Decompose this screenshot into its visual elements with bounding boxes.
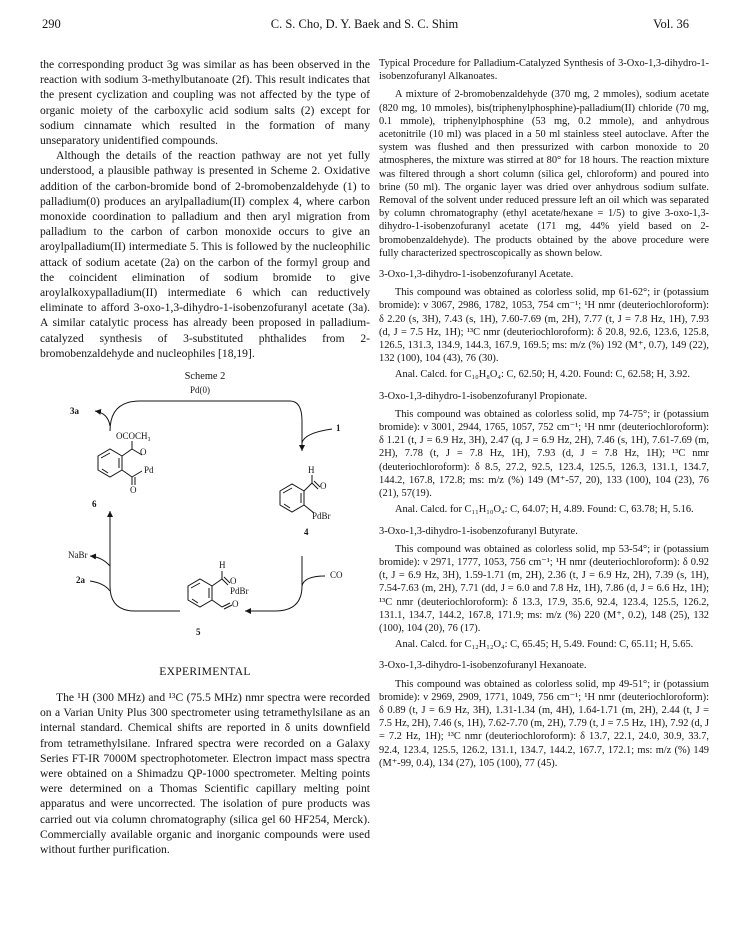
label-ococh3: OCOCH₃ <box>116 431 151 442</box>
label-co: CO <box>330 570 343 581</box>
arrow-co-in <box>302 576 325 586</box>
structure-5 <box>188 571 232 609</box>
page-number: 290 <box>42 17 61 31</box>
arrow-product-out <box>95 411 110 426</box>
arrow-substrate-in <box>302 429 332 443</box>
procedure-title: Typical Procedure for Palladium-Catalyzed Synthesis of 3-Oxo-1,3-dihydro-1-isobenzofuranyl Alkanoates. <box>379 58 709 83</box>
label-pd-6: Pd <box>144 465 154 476</box>
arrow-2a-in <box>90 581 110 591</box>
label-nabr: NaBr <box>68 550 88 561</box>
section-heading-experimental: EXPERIMENTAL <box>159 665 251 679</box>
pd0-label: Pd(0) <box>190 385 210 396</box>
arrow-bottom <box>110 511 180 611</box>
label-h-4: H <box>308 465 315 476</box>
label-o-5: O <box>230 576 237 587</box>
arrow-nabr-out <box>90 556 110 566</box>
label-h-5: H <box>219 560 226 571</box>
left-column <box>40 57 370 857</box>
compound-butyrate-title: 3-Oxo-1,3-dihydro-1-isobenzofuranyl Butyrate. <box>379 525 578 537</box>
label-6: 6 <box>92 499 97 510</box>
compound-acetate-title: 3-Oxo-1,3-dihydro-1-isobenzofuranyl Acetate. <box>379 269 574 281</box>
arrow-right-down <box>245 556 302 611</box>
label-o-5b: O <box>232 599 239 610</box>
compound-acetate-data: This compound was obtained as colorless solid, mp 61-62°; ir (potassium bromide): ν 3067, 2986, 1782, 1053, 754 cm⁻¹; ¹H nmr (deuteriochloroform): δ 2.20 (s, 3H), 7.43 (s, 1H), 7.60-7.69 (m, 2H), 7.77 (t, J = 7.8 Hz, 1H), 7.93 (d, J = 7.5 Hz, 1H); ¹³C nmr (deuteriochloroform): δ 20.8, 92.6, 123.6, 125.8, 126.5, 131.3, 134.9, 144.3, 167.9, 169.5; ms: m/z (%) 192 (M⁺, 0.7), 149 (22), 132 (100), 104 (43), 76 (30). <box>379 287 709 365</box>
label-3a: 3a <box>70 406 79 417</box>
label-2a: 2a <box>76 575 85 586</box>
label-4: 4 <box>304 527 309 538</box>
body-paragraph-2: Although the details of the reaction pathway are not yet fully understood, a plausible pathway is presented in Scheme 2. Oxidative addition of the carbon-bromide bond of 2-bromobenzaldehyde (1) to palladium(0) produces an arylpalladium(II) complex 4, where carbon monoxide coordination to palladium and then aryl migration from palladium to the carbon of carbon monoxide occurs to give an aroylpalladium(II) intermediate 5. This is followed by the nucleophilic attack of sodium acetate (2a) on the carbon of the formyl group and the coincident elimination of sodium bromide to give aroylalkoxypalladium(II) intermediate 6 which can reductively eliminate to afford 3-oxo-1,3-dihydro-1-isobenzofuranyl acetate (3a). A similar catalytic process has already been proposed in palladium-catalyzed synthesis of 3-substituted phthalides from 2-bromobenzaldehyde and nucleophiles [18,19]. <box>40 149 370 360</box>
label-o-6b: O <box>130 485 137 496</box>
compound-butyrate-data: This compound was obtained as colorless solid, mp 53-54°; ir (potassium bromide): ν 2971, 1777, 1053, 756 cm⁻¹; ¹H nmr (deuteriochloroform): δ 0.92 (t, J = 6.9 Hz, 3H), 1.59-1.71 (m, 2H), 2.36 (t, J = 6.9 Hz, 2H), 7.39 (s, 1H), 7.54-7.63 (m, 2H), 7.71 (dd, J = 6.0 and 7.8 Hz, 1H), 7.86 (d, J = 6.6 Hz, 1H); ¹³C nmr (deuteriochloroform): δ 13.3, 17.9, 35.6, 92.4, 123.4, 125.5, 126.2, 131.1, 134.7, 144.2, 167.8, 171.9; ms: m/z (%) 220 (M⁺, 0.2), 148 (25), 132 (100), 104 (20), 76 (17). <box>379 543 709 634</box>
compound-hexanoate-data: This compound was obtained as colorless solid, mp 49-51°; ir (potassium bromide): ν 2969, 2909, 1771, 1049, 756 cm⁻¹; ¹H nmr (deuteriochloroform): δ 0.89 (t, J = 6.9 Hz, 3H), 1.31-1.34 (m, 4H), 1.64-1.71 (m, 2H), 2.44 (t, J = 7.5 Hz, 2H), 7.46 (s, 1H), 7.62-7.70 (m, 2H), 7.79 (t, J = 7.5 Hz, 1H), 7.92 (d, J = 7.2 Hz, 1H); ¹³C nmr (deuteriochloroform): δ 13.7, 22.1, 24.0, 30.9, 33.7, 92.4, 123.4, 125.5, 126.2, 131.1, 134.7, 144.2, 167.7, 172.1; ms: m/z (%) 149 (M⁺-99, 0.4), 134 (27), 105 (100), 77 (45). <box>379 678 709 769</box>
label-pdbr-4: PdBr <box>312 511 331 522</box>
running-head-authors: C. S. Cho, D. Y. Baek and S. C. Shim <box>270 17 459 31</box>
journal-volume: Vol. 36 <box>653 17 689 31</box>
compound-acetate-analysis: Anal. Calcd. for C₁₀H₈O₄: C, 62.50; H, 4.20. Found: C, 62.58; H, 3.92. <box>395 369 691 381</box>
compound-hexanoate-title: 3-Oxo-1,3-dihydro-1-isobenzofuranyl Hexanoate. <box>379 660 587 672</box>
label-pdbr-5: PdBr <box>230 586 249 597</box>
experimental-paragraph: The ¹H (300 MHz) and ¹³C (75.5 MHz) nmr spectra were recorded on a Varian Unity Plus 300 spectrometer using tetramethylsilane as an internal standard. Chemical shifts are reported in δ units downfield from tetramethylsilane. Infrared spectra were recorded on a Galaxy Series FT-IR 7000M spectrophotometer. Electron impact mass spectra were obtained on a Shimadzu QP-1000 spectrometer. Melting points were determined on a Thomas Scientific capillary melting point apparatus and were uncorrected. The isolation of pure products was carried out via column chromatography (silica gel 60 HF254, Merck). Commercially available organic and inorganic compounds were used without further purification. <box>40 691 370 857</box>
right-column <box>379 57 709 770</box>
arrow-top <box>110 401 302 451</box>
compound-propionate-title: 3-Oxo-1,3-dihydro-1-isobenzofuranyl Propionate. <box>379 390 588 402</box>
label-1: 1 <box>336 423 341 434</box>
label-o-6: O <box>140 447 147 458</box>
procedure-paragraph: A mixture of 2-bromobenzaldehyde (370 mg, 2 mmoles), sodium acetate (820 mg, 10 mmoles), bis(triphenylphosphine)-palladium(II) chloride (70 mg, 0.1 mmole), triphenylphosphine (53 mg, 0.2 mmole), and anhydrous acetonitrile (10 ml) was placed in a 50 ml stainless steel autoclave. After the system was flushed and then pressurized with carbon monoxide to 20 atmospheres, the mixture was stirred at 80° for 18 hours. The reaction mixture was filtered through a short column (silica gel, chloroform) and poured into brine (50 ml). The organic layer was dried over anhydrous sodium sulfate. Removal of the solvent under reduced pressure left an oil which was separated by column chromatography (ethyl acetate/hexane = 1/5) to give 3-oxo-1,3-dihydro-1-isobenzofuranyl acetate (171 mg, 44% yield based on 2-bromobenzaldehyde). The products obtained by the above procedure were fully characterized spectroscopically as shown below. <box>379 89 709 259</box>
body-paragraph-1: the corresponding product 3g was similar as has been observed in the reaction with sodium 3-methylbutanoate (2f). This result indicates that the present cyclization and coupling was not affected by the type of organic moiety of the carboxylic acid sodium salts (2) except for sodium cinnamate which resulted in the formation of many unseparatory unidentified compounds. <box>40 58 370 148</box>
scheme-title: Scheme 2 <box>184 371 226 383</box>
reaction-scheme <box>40 371 370 651</box>
label-5: 5 <box>196 627 201 638</box>
structure-4 <box>280 475 320 513</box>
compound-propionate-analysis: Anal. Calcd. for C₁₁H₁₀O₄: C, 64.07; H, 4.89. Found: C, 63.78; H, 5.16. <box>395 504 694 516</box>
compound-butyrate-analysis: Anal. Calcd. for C₁₂H₁₂O₄: C, 65.45; H, 5.49. Found: C, 65.11; H, 5.65. <box>395 639 694 651</box>
label-o-4: O <box>320 481 327 492</box>
structure-6 <box>98 441 142 485</box>
compound-propionate-data: This compound was obtained as colorless solid, mp 74-75°; ir (potassium bromide): ν 3001, 2944, 1765, 1057, 752 cm⁻¹; ¹H nmr (deuteriochloroform): δ 1.21 (t, J = 6.9 Hz, 3H), 2.47 (q, J = 6.9 Hz, 2H), 7.46 (s, 1H), 7.61-7.69 (m, 2H), 7.78 (t, J = 7.8 Hz, 1H), 7.93 (d, J = 7.8 Hz, 1H); ¹³C nmr (deuteriochloroform): δ 8.5, 27.2, 92.5, 123.4, 125.5, 126.3, 131.1, 134.7, 144.2, 167.8, 172.8; ms: m/z (%) 149 (M⁺-57, 20), 133 (100), 104 (23), 76 (21), 57(19). <box>379 408 709 500</box>
